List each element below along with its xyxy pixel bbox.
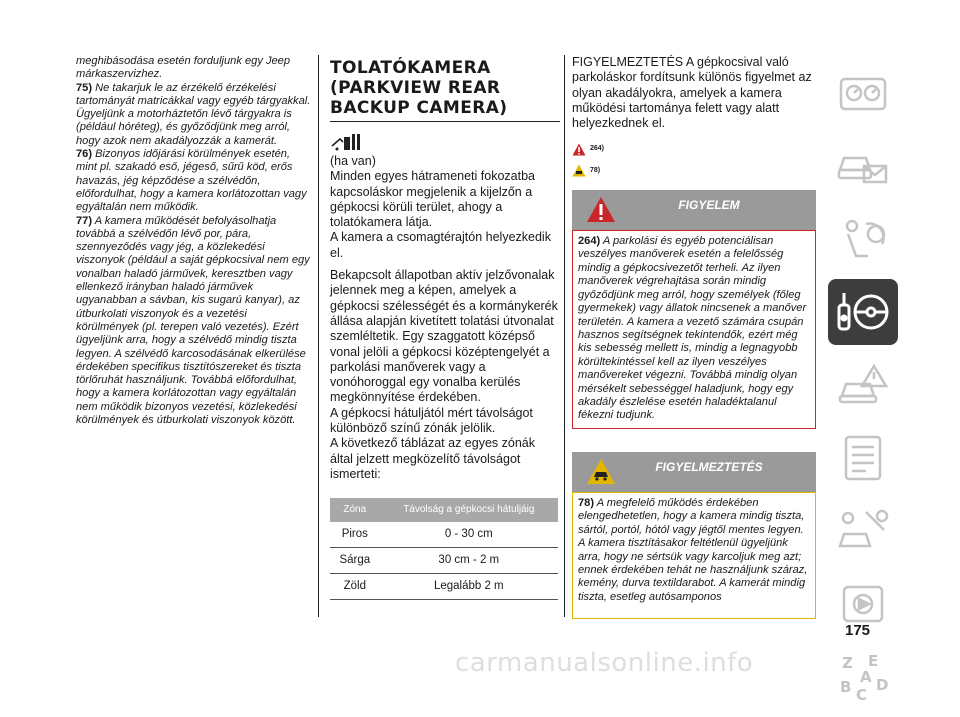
ref-warning-number: 264)	[590, 145, 605, 153]
note-77	[76, 215, 312, 428]
ref-warning	[572, 141, 816, 156]
section-title: TOLATÓKAMERA (PARKVIEW REAR BACKUP CAMERA)	[330, 58, 508, 118]
table-row	[330, 548, 558, 574]
ref-caution	[572, 163, 816, 178]
zone-cell: Piros	[330, 522, 380, 548]
note-77-text: A kamera működését befolyásolhatja továbbá a szélvédőn lévő por, pára, szennyeződés vagy jég, a közlekedési viszonyok (például a saját gépkocsival nem egy vonalban haladó járművek, keresztben vagy ellenkező irányban haladó járművek ugyanabban a sávban, kis sugarú kanyar), az útburkolati viszonyok és a vezetési körülmények (pl. terepen való vezetés). Ezért ügyeljünk arra, hogy a szélvédő mindig tiszta legyen. A szélvédő karcosodásának elkerülése érdekében speciﬁkus tisztítószereket és tiszta törlőruhát használjunk. Továbbá előfordulhat, hogy a kamera korlátozottan vagy egyáltalán nem működik bizonyos vezetési, közlekedési körülmények és útburkolati viszonyok között.	[76, 214, 310, 427]
table-row	[330, 522, 558, 548]
svg-text:Z: Z	[842, 654, 853, 672]
camera-variant-icon	[330, 132, 560, 152]
watermark: carmanualsonline.info	[455, 648, 754, 678]
caution-number: 78)	[578, 497, 595, 509]
warning-box	[572, 190, 816, 429]
note-75	[76, 82, 312, 148]
warning-body	[572, 230, 816, 429]
header-distance: Távolság a gépkocsi hátuljáig	[380, 498, 558, 522]
airbag-icon[interactable]	[828, 206, 898, 272]
caution-box	[572, 452, 816, 619]
paragraph-4: A gépkocsi hátuljától mért távolságot különböző színű zónák jelölik.	[330, 405, 533, 436]
header-zone: Zóna	[330, 498, 380, 522]
caution-paragraph: FIGYELMEZTETÉS A gépkocsival való parkoláskor fordítsunk különös figyelmet az olyan akadályokra, amelyek a kamera működési tartománya felett vagy alatt helyezkednek el.	[572, 55, 812, 131]
warning-title: FIGYELEM	[678, 198, 740, 213]
note-76-text: Bizonyos időjárási körülmények esetén, mint pl. szakadó eső, jégeső, sűrű köd, erős havazás, jég képződése a szélvédőn, előfordulhat, hogy a kamera korlátozottan vagy egyáltalán nem működik.	[76, 148, 307, 214]
note-75-number: 75)	[76, 81, 93, 94]
car-tools-icon[interactable]	[828, 498, 898, 564]
chapter-sidebar	[828, 60, 898, 717]
table-header	[330, 498, 558, 522]
page-number: 175	[845, 622, 871, 639]
title-rule	[330, 121, 560, 122]
caution-header	[572, 452, 816, 492]
svg-text:A: A	[860, 668, 872, 686]
warning-header	[572, 190, 816, 230]
paragraph-3: Bekapcsolt állapotban aktív jelzővonalak jelennek meg a képen, amelyek a gépkocsi szélességét és a kormánykerék állása alapján kivetített tolatási útvonalat szemléltetik. Egy szaggatott középső vonal jelöli a gépkocsi középtengelyét a parkolási manőverek vagy a vonóhoroggal egy vonalba kerülés megkönnyítése érdekében.	[330, 268, 558, 405]
table-row	[330, 574, 558, 600]
alphabet-index-icon[interactable]	[828, 644, 898, 710]
service-list-icon[interactable]	[828, 425, 898, 491]
svg-text:C: C	[856, 686, 868, 704]
zone-cell: Zöld	[330, 574, 380, 600]
camera-section	[330, 55, 560, 600]
distance-cell: 30 cm - 2 m	[380, 548, 558, 574]
caution-title: FIGYELMEZTETÉS	[655, 460, 763, 474]
note-77-number: 77)	[76, 214, 93, 227]
warning-car-icon[interactable]	[828, 352, 898, 418]
intro-text: meghibásodása esetén forduljunk egy Jeep márkaszervizhez.	[76, 55, 291, 81]
warning-text: A parkolási és egyéb potenciálisan veszélyes manőverek esetén a felelősség mindig a gépkocsivezetőt terheli. Az ilyen manőverek végrehajtása során mindig győződjünk meg arról, hogy személyek (főleg gyermekek) vagy állatok nincsenek a manőver területén. A kamera a vezető számára csupán hasznos segítségnek tekintendők, ezért még kis sebesség mellett is, mindig a legnagyobb körültekintéssel kell az ilyen veszélyes manővereket végezni. Továbbá mindig olyan mérsékelt sebességgel haladjunk, hogy egy akadály észlelése esetén haladéktalanul fékezni tudjunk.	[578, 235, 807, 422]
column-divider-right	[564, 55, 565, 617]
note-76	[76, 148, 312, 214]
warnings-column	[572, 55, 816, 429]
paragraph-5: A következő táblázat az egyes zónák által jelzett megközelítő távolságot ismerteti:	[330, 436, 535, 481]
ref-caution-number: 78)	[590, 166, 601, 174]
svg-text:B: B	[840, 678, 852, 696]
caution-body	[572, 492, 816, 619]
caution-car-icon	[572, 164, 586, 177]
car-mail-icon[interactable]	[828, 133, 898, 199]
svg-text:E: E	[868, 652, 879, 670]
notes-column	[76, 55, 312, 427]
key-steering-icon[interactable]	[828, 279, 898, 345]
distance-table	[330, 498, 558, 600]
warning-triangle-icon	[572, 143, 586, 156]
note-75-text: Ne takarjuk le az érzékelő érzékelési tartományát matricákkal vagy egyéb tárgyakkal. Ügyeljünk a motorháztetőn lévő tárgyakra is (például hóréteg), és győződjünk meg arról, hogy azok nem akadályozzák a kamerát.	[76, 81, 311, 147]
dashboard-icon[interactable]	[828, 60, 898, 126]
warning-number: 264)	[578, 235, 601, 248]
variant-text: (ha van)	[330, 154, 376, 168]
svg-text:D: D	[876, 676, 889, 694]
zone-cell: Sárga	[330, 548, 380, 574]
caution-text: A megfelelő működés érdekében elengedhetetlen, hogy a kamera mindig tiszta, sártól, portól, hótól vagy jégtől mentes legyen. A kamera tisztításakor feltétlenül ügyeljünk arra, hogy ne sértsük vagy karcoljuk meg azt; ennek érdekében tehát ne használjunk száraz, kemény, durva textildarabot. A kamerát mindig tiszta, esetleg autósamponos	[578, 497, 808, 603]
note-76-number: 76)	[76, 148, 93, 161]
distance-cell: 0 - 30 cm	[380, 522, 558, 548]
paragraph-2: A kamera a csomagtérajtón helyezkedik el.	[330, 230, 551, 260]
distance-cell: Legalább 2 m	[380, 574, 558, 600]
paragraph-1: Minden egyes hátrameneti fokozatba kapcsoláskor megjelenik a kijelzőn a gépkocsi körüli terület, ahogy a tolatókamera látja.	[330, 169, 535, 230]
column-divider-left	[318, 55, 319, 617]
